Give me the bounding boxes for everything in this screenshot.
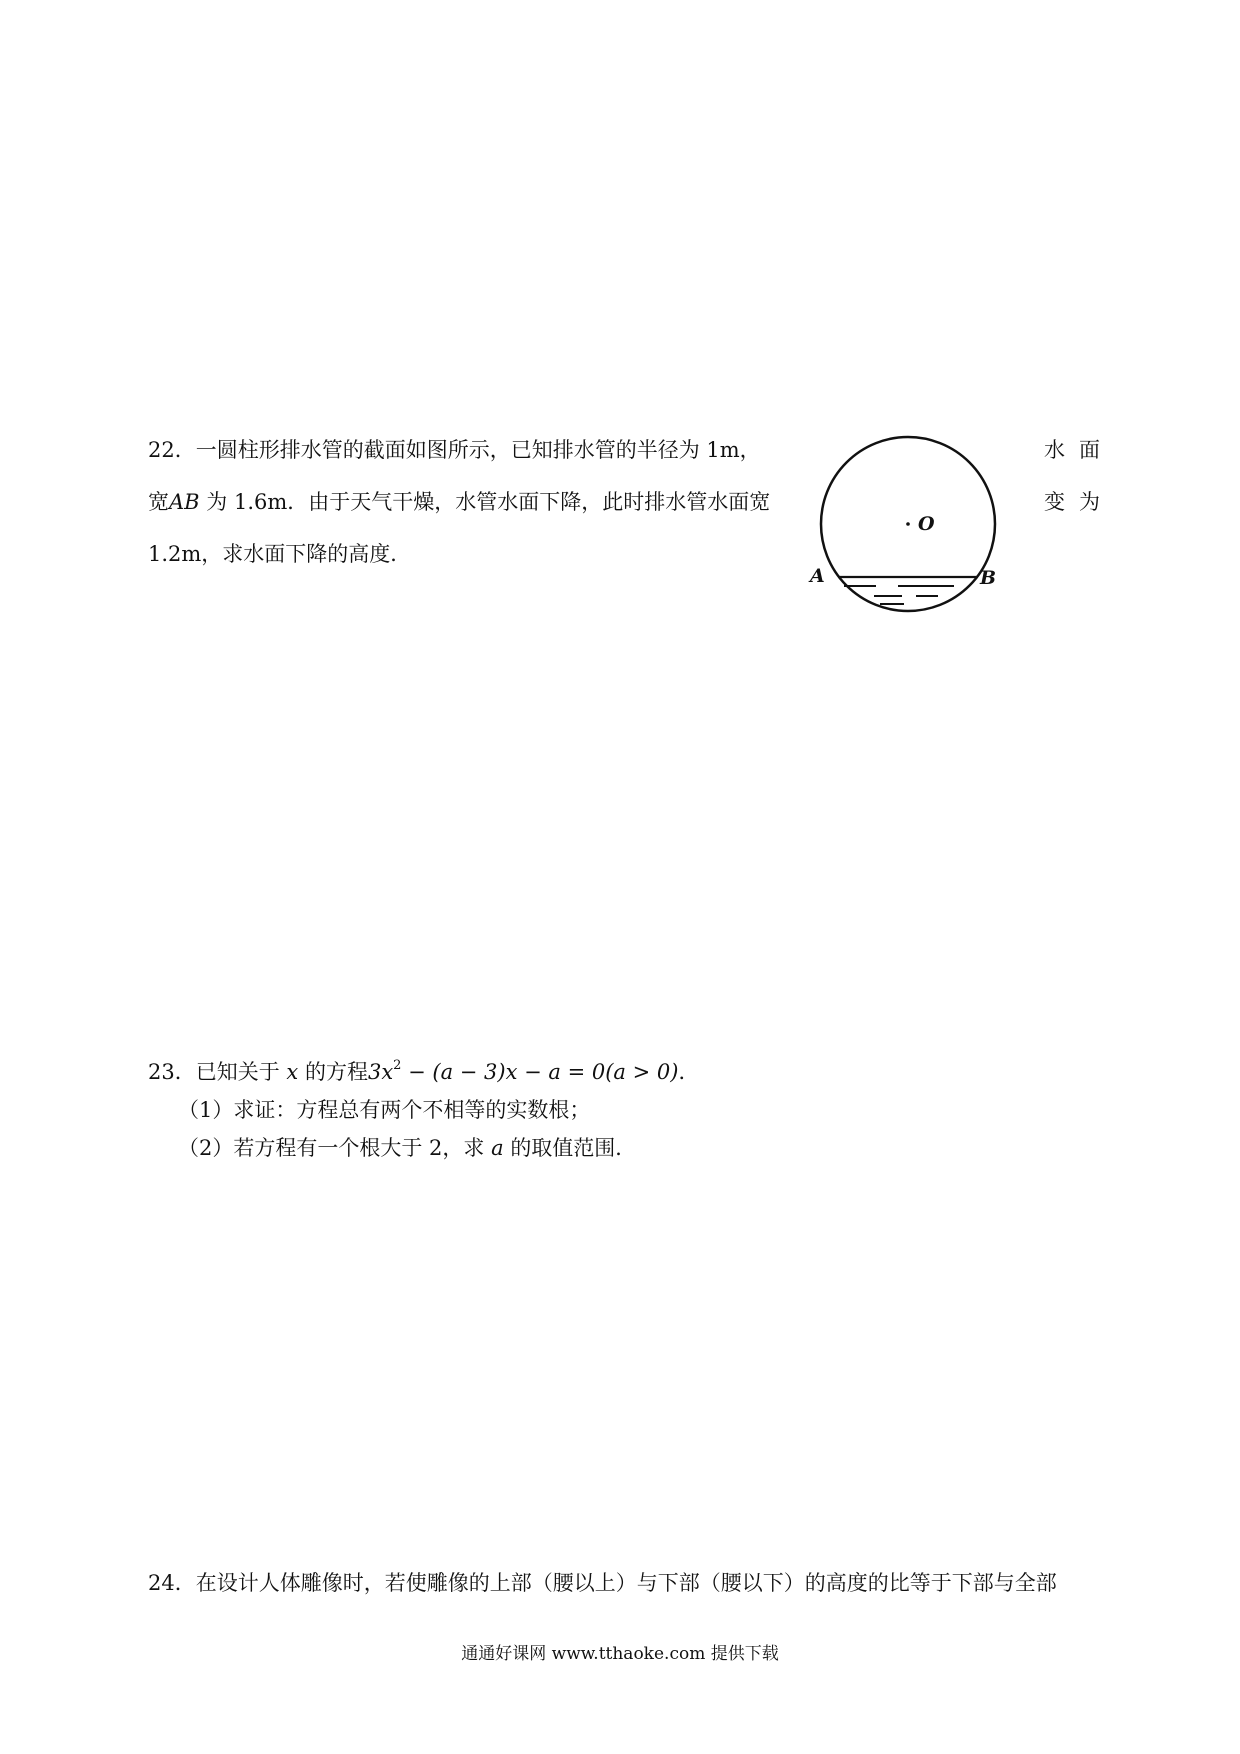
center-point [906,522,910,526]
problem-23 [148,1052,1108,1172]
point-label-a: A [810,565,825,587]
segment-ab-label: AB [169,490,200,514]
center-label-o: O [918,513,935,535]
problem-24-line-1: 24．在设计人体雕像时，若使雕像的上部（腰以上）与下部（腰以下）的高度的比等于下部与全部 [148,1571,1057,1595]
variable-x: x [286,1060,299,1084]
problem-23-subquestion-2 [178,1134,636,1162]
problem-23-subquestion-1: （1）求证：方程总有两个不相等的实数根； [178,1098,591,1122]
problem-22-line-2 [148,488,770,516]
problem-24 [148,1569,1108,1609]
problem-22-line-2-prefix: 宽 [148,490,169,514]
page-footer: 通通好课网 www.tthaoke.com 提供下载 [461,1644,779,1664]
point-label-b: B [980,567,997,589]
problem-22-line-1: 22．一圆柱形排水管的截面如图所示，已知排水管的半径为 1m， [148,438,761,462]
problem-22-line-1-right: 水面 [1044,438,1114,462]
problem-22-line-2-suffix: 为 1.6m．由于天气干燥，水管水面下降，此时排水管水面宽 [206,490,771,514]
problem-23-end: ． [678,1060,700,1084]
variable-a: a [491,1136,504,1160]
equation-part-a: 3x [367,1060,394,1084]
equation-part-b: − (a − 3)x − a = 0(a > 0) [401,1060,679,1084]
problem-23-prefix: 23．已知关于 [148,1060,280,1084]
problem-22-line-3: 1.2m，求水面下降的高度． [148,542,412,566]
problem-23-line-1 [148,1052,699,1086]
equation-exponent: 2 [393,1058,402,1073]
problem-23-sub2-prefix: （2）若方程有一个根大于 2，求 [178,1136,485,1160]
problem-23-mid: 的方程 [304,1060,368,1084]
problem-23-sub2-suffix: 的取值范围． [510,1136,637,1160]
pipe-cross-section-figure [808,434,1008,634]
problem-22-line-2-right: 变为 [1044,490,1114,514]
